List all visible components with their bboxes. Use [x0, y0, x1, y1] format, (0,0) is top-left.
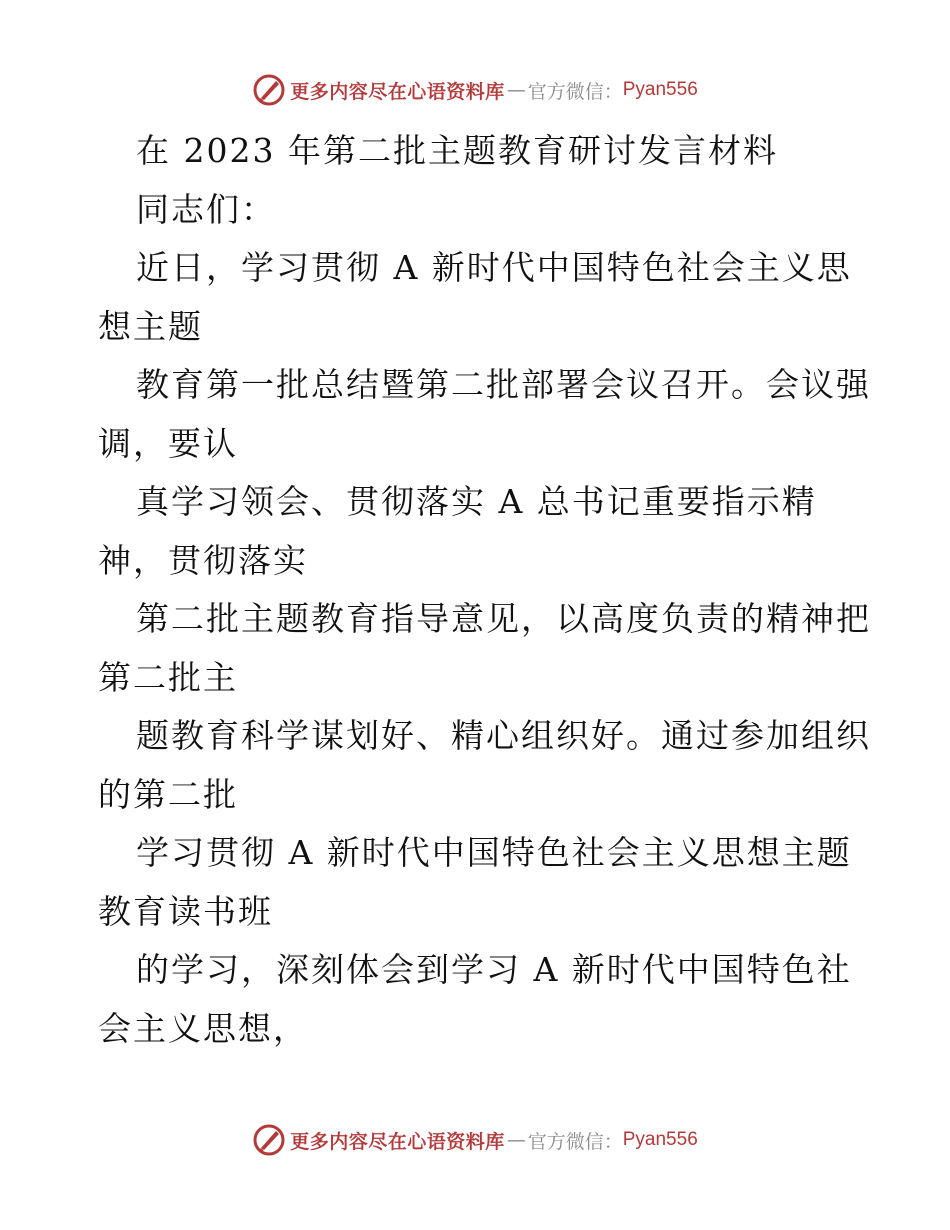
watermark-dash: — — [506, 1129, 526, 1151]
doc-line: 第二批主题教育指导意见，以高度负责的精神把 — [136, 599, 871, 638]
doc-line: 在 2023 年第二批主题教育研讨发言材料 — [136, 131, 778, 170]
quill-pen-seal-icon — [252, 73, 286, 107]
doc-line: 的第二批 — [98, 774, 238, 814]
doc-line: 教育读书班 — [98, 891, 273, 931]
watermark-label: 官方微信： — [527, 80, 623, 103]
document-body — [98, 122, 871, 1058]
doc-line: 想主题 — [98, 306, 203, 346]
watermark-brand: 更多内容尽在心语资料库 — [290, 80, 505, 103]
doc-line: 神，贯彻落实 — [98, 540, 308, 580]
doc-line: 题教育科学谋划好、精心组织好。通过参加组织 — [136, 716, 871, 755]
doc-line: 教育第一批总结暨第二批部署会议召开。会议强 — [136, 365, 871, 404]
watermark-dash: — — [506, 79, 526, 101]
doc-line: 第二批主 — [98, 657, 238, 697]
doc-line: 学习贯彻 A 新时代中国特色社会主义思想主题 — [136, 833, 852, 872]
doc-line: 同志们： — [136, 189, 276, 229]
quill-pen-seal-icon — [252, 1123, 286, 1157]
watermark-label: 官方微信： — [527, 1130, 623, 1153]
doc-line: 真学习领会、贯彻落实 A 总书记重要指示精 — [136, 482, 817, 521]
footer-watermark — [0, 1120, 950, 1160]
header-watermark — [0, 70, 950, 110]
doc-line: 会主义思想， — [98, 1008, 308, 1048]
watermark-id: Pyan556 — [622, 79, 698, 100]
watermark-brand: 更多内容尽在心语资料库 — [290, 1130, 505, 1153]
doc-line: 调，要认 — [98, 423, 238, 463]
doc-line: 的学习，深刻体会到学习 A 新时代中国特色社 — [136, 950, 852, 989]
watermark-id: Pyan556 — [622, 1129, 698, 1150]
doc-line: 近日，学习贯彻 A 新时代中国特色社会主义思 — [136, 248, 852, 287]
